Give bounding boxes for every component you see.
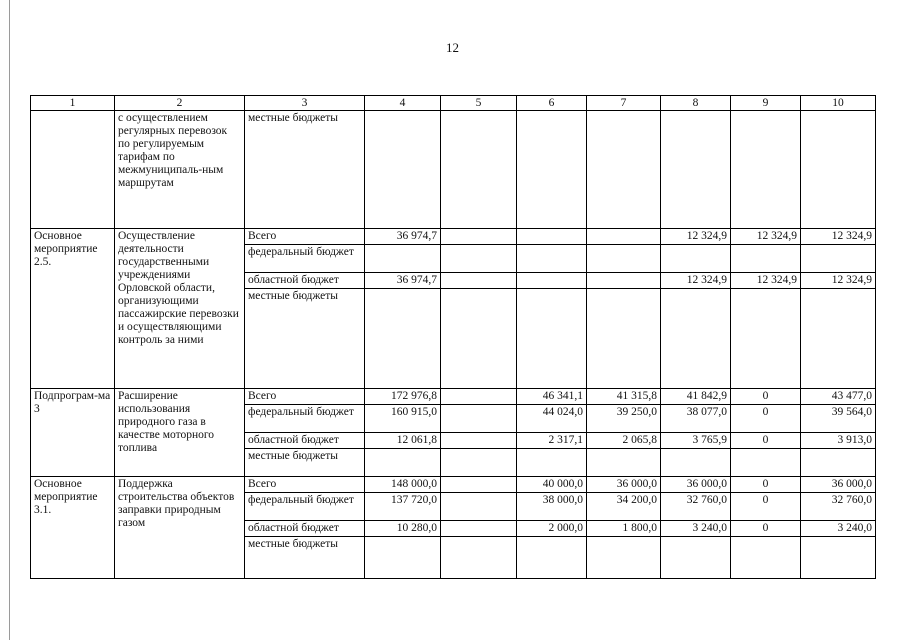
value-cell <box>731 449 801 477</box>
value-cell <box>365 111 441 229</box>
funding-source-label: Всего <box>245 389 365 405</box>
value-cell: 12 324,9 <box>731 273 801 289</box>
value-cell: 0 <box>731 493 801 521</box>
value-cell: 39 250,0 <box>587 405 661 433</box>
value-cell <box>661 289 731 389</box>
activity-title: Основное мероприятие 2.5. <box>31 229 115 389</box>
value-cell <box>801 449 876 477</box>
page-edge-line <box>9 0 10 640</box>
value-cell: 44 024,0 <box>517 405 587 433</box>
value-cell <box>801 537 876 579</box>
value-cell <box>441 433 517 449</box>
header-row <box>31 96 876 111</box>
funding-source-label: областной бюджет <box>245 273 365 289</box>
activity-description: Осуществление деятельности государственными учреждениями Орловской области, организующими пассажирские перевозки и осуществляющими контроль за ними <box>115 229 245 389</box>
value-cell <box>801 245 876 273</box>
funding-source-label: областной бюджет <box>245 521 365 537</box>
column-header: 8 <box>661 96 731 111</box>
activity-title-cell <box>31 111 115 229</box>
value-cell: 32 760,0 <box>801 493 876 521</box>
column-header: 9 <box>731 96 801 111</box>
value-cell <box>517 273 587 289</box>
table-row <box>31 389 876 405</box>
value-cell: 172 976,8 <box>365 389 441 405</box>
activity-description: с осуществлением регулярных перевозок по регулируемым тарифам по межмуниципаль-ным маршрутам <box>115 111 245 229</box>
value-cell: 36 000,0 <box>587 477 661 493</box>
value-cell <box>801 111 876 229</box>
value-cell <box>441 245 517 273</box>
value-cell: 0 <box>731 433 801 449</box>
value-cell: 41 315,8 <box>587 389 661 405</box>
value-cell: 36 000,0 <box>661 477 731 493</box>
value-cell <box>587 111 661 229</box>
value-cell <box>587 289 661 389</box>
table-row <box>31 111 876 229</box>
value-cell: 0 <box>731 389 801 405</box>
value-cell <box>517 111 587 229</box>
value-cell: 0 <box>731 405 801 433</box>
value-cell: 36 974,7 <box>365 229 441 245</box>
value-cell <box>517 229 587 245</box>
value-cell: 12 324,9 <box>661 229 731 245</box>
value-cell <box>517 289 587 389</box>
funding-source-label: федеральный бюджет <box>245 493 365 521</box>
value-cell <box>587 245 661 273</box>
value-cell: 148 000,0 <box>365 477 441 493</box>
column-header: 3 <box>245 96 365 111</box>
value-cell <box>731 537 801 579</box>
value-cell <box>365 537 441 579</box>
value-cell: 34 200,0 <box>587 493 661 521</box>
value-cell: 36 000,0 <box>801 477 876 493</box>
value-cell <box>801 289 876 389</box>
value-cell <box>661 449 731 477</box>
value-cell <box>441 273 517 289</box>
funding-source-label: областной бюджет <box>245 433 365 449</box>
value-cell: 12 324,9 <box>731 229 801 245</box>
column-header: 4 <box>365 96 441 111</box>
funding-source-label: федеральный бюджет <box>245 245 365 273</box>
activity-description: Поддержка строительства объектов заправки природным газом <box>115 477 245 579</box>
value-cell: 2 065,8 <box>587 433 661 449</box>
value-cell: 2 000,0 <box>517 521 587 537</box>
value-cell: 12 324,9 <box>801 229 876 245</box>
value-cell: 10 280,0 <box>365 521 441 537</box>
value-cell: 12 061,8 <box>365 433 441 449</box>
value-cell <box>441 405 517 433</box>
value-cell: 3 240,0 <box>801 521 876 537</box>
value-cell <box>661 245 731 273</box>
value-cell: 38 077,0 <box>661 405 731 433</box>
page-number: 12 <box>446 40 459 55</box>
table-row <box>31 477 876 493</box>
value-cell <box>517 245 587 273</box>
value-cell: 137 720,0 <box>365 493 441 521</box>
value-cell: 39 564,0 <box>801 405 876 433</box>
value-cell <box>441 521 517 537</box>
value-cell <box>365 449 441 477</box>
budget-table <box>30 95 876 579</box>
value-cell: 160 915,0 <box>365 405 441 433</box>
value-cell <box>441 449 517 477</box>
value-cell <box>441 537 517 579</box>
value-cell: 0 <box>731 477 801 493</box>
table-row <box>31 229 876 245</box>
value-cell <box>365 245 441 273</box>
value-cell <box>517 537 587 579</box>
value-cell <box>441 389 517 405</box>
column-header: 5 <box>441 96 517 111</box>
value-cell: 2 317,1 <box>517 433 587 449</box>
column-header: 10 <box>801 96 876 111</box>
value-cell <box>587 229 661 245</box>
value-cell <box>731 245 801 273</box>
value-cell <box>441 229 517 245</box>
funding-source-label: местные бюджеты <box>245 449 365 477</box>
value-cell: 46 341,1 <box>517 389 587 405</box>
funding-source-label: Всего <box>245 229 365 245</box>
value-cell <box>517 449 587 477</box>
value-cell: 12 324,9 <box>661 273 731 289</box>
value-cell <box>441 477 517 493</box>
value-cell <box>731 289 801 389</box>
value-cell <box>731 111 801 229</box>
column-header: 2 <box>115 96 245 111</box>
value-cell: 36 974,7 <box>365 273 441 289</box>
value-cell: 1 800,0 <box>587 521 661 537</box>
value-cell <box>441 493 517 521</box>
value-cell: 40 000,0 <box>517 477 587 493</box>
column-header: 1 <box>31 96 115 111</box>
value-cell <box>441 289 517 389</box>
value-cell: 43 477,0 <box>801 389 876 405</box>
value-cell: 0 <box>731 521 801 537</box>
value-cell <box>365 289 441 389</box>
funding-source-label: федеральный бюджет <box>245 405 365 433</box>
value-cell <box>587 273 661 289</box>
value-cell <box>441 111 517 229</box>
value-cell: 41 842,9 <box>661 389 731 405</box>
value-cell: 32 760,0 <box>661 493 731 521</box>
value-cell: 3 765,9 <box>661 433 731 449</box>
funding-source-label: местные бюджеты <box>245 289 365 389</box>
funding-source-label: местные бюджеты <box>245 537 365 579</box>
value-cell: 12 324,9 <box>801 273 876 289</box>
activity-title: Основное мероприятие 3.1. <box>31 477 115 579</box>
value-cell: 3 240,0 <box>661 521 731 537</box>
value-cell <box>587 537 661 579</box>
value-cell <box>587 449 661 477</box>
value-cell: 38 000,0 <box>517 493 587 521</box>
value-cell <box>661 111 731 229</box>
funding-source-label: местные бюджеты <box>245 111 365 229</box>
activity-description: Расширение использования природного газа в качестве моторного топлива <box>115 389 245 477</box>
column-header: 6 <box>517 96 587 111</box>
column-header: 7 <box>587 96 661 111</box>
activity-title: Подпрограм-ма 3 <box>31 389 115 477</box>
value-cell <box>661 537 731 579</box>
value-cell: 3 913,0 <box>801 433 876 449</box>
funding-source-label: Всего <box>245 477 365 493</box>
